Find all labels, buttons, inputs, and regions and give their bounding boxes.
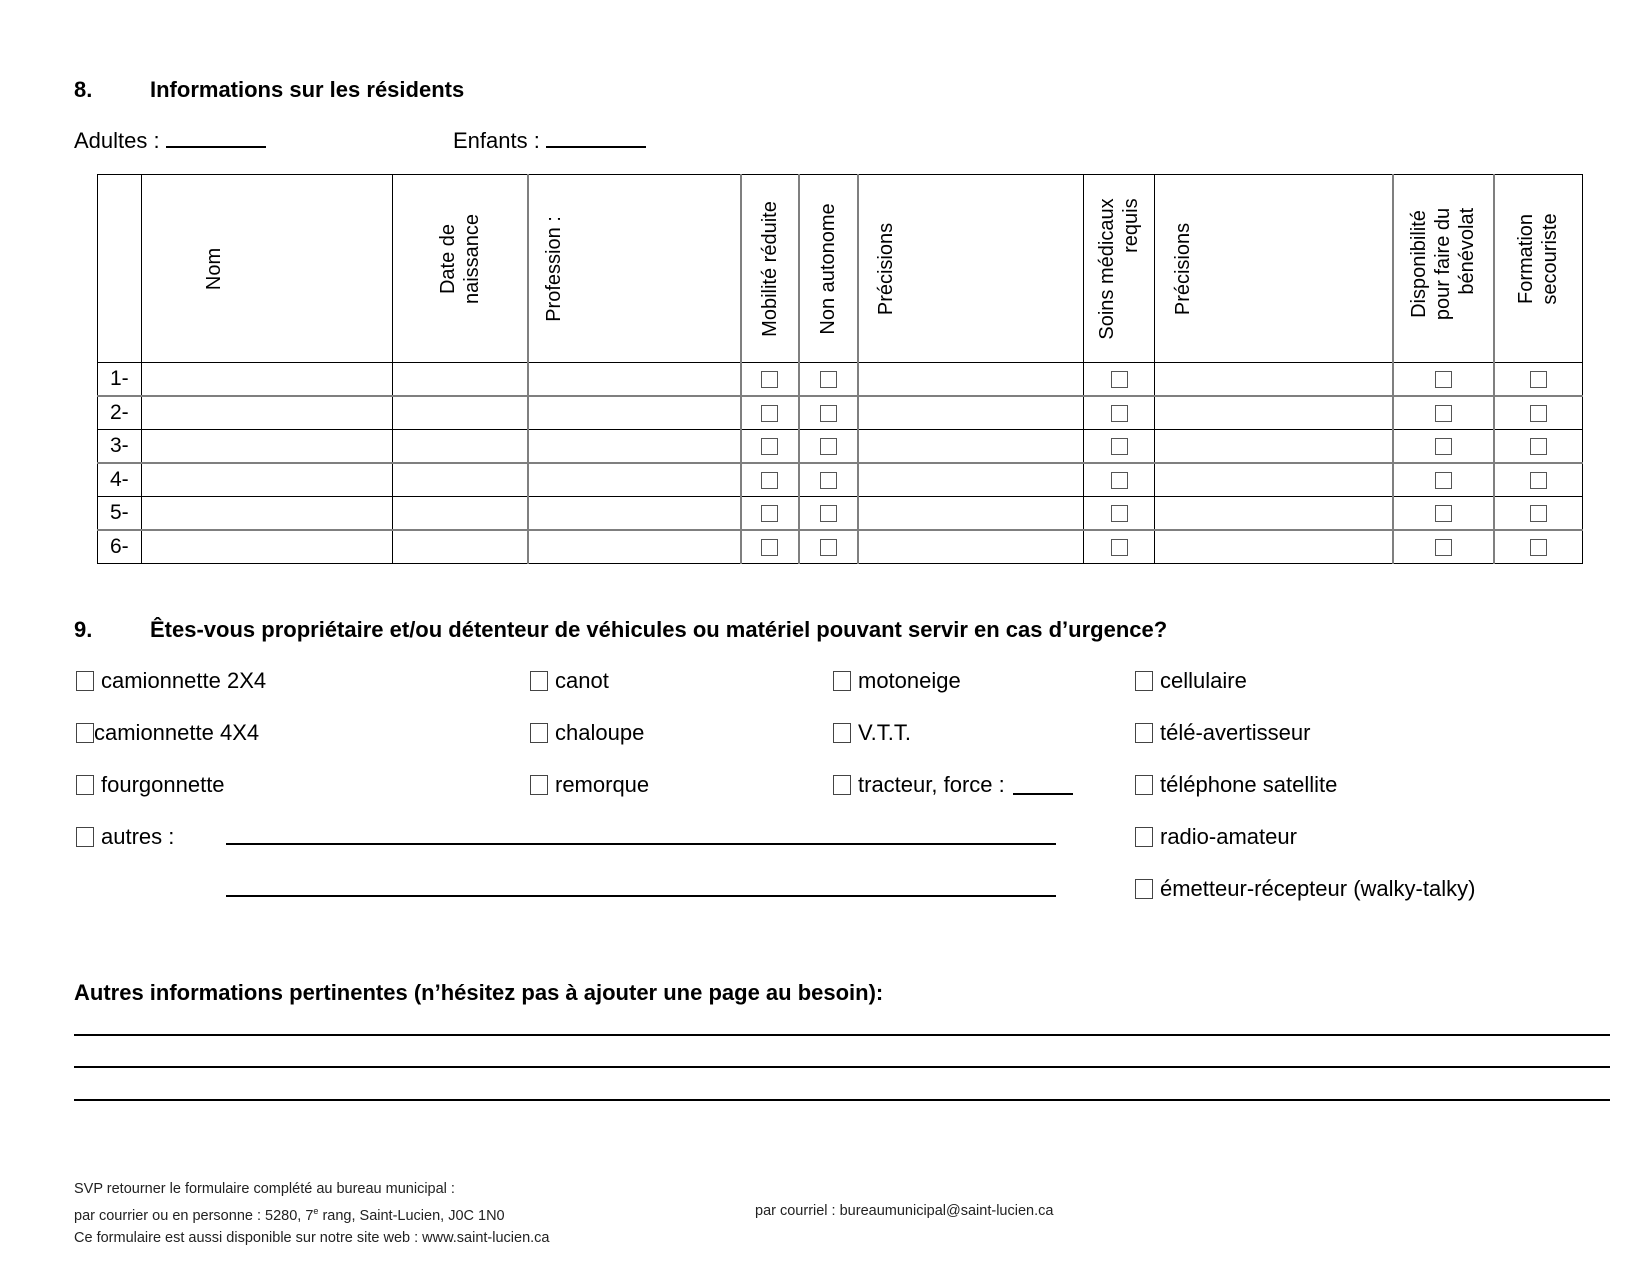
checkbox-secouriste[interactable] (1530, 472, 1547, 489)
footer-line-2: par courrier ou en personne : 5280, 7e rang, Saint-Lucien, J0C 1N0 (74, 1206, 505, 1224)
cell-precisions-1[interactable] (858, 363, 1084, 397)
children-label: Enfants : (453, 128, 540, 153)
cell-date-naissance[interactable] (393, 396, 528, 430)
cell-profession[interactable] (528, 396, 741, 430)
header-soins-medicaux: Soins médicaux requis (1084, 175, 1155, 363)
option-camionnette-4x4[interactable]: camionnette 4X4 (76, 720, 259, 746)
header-non-autonome: Non autonome (799, 175, 858, 363)
header-date-naissance: Date de naissance (393, 175, 528, 363)
checkbox-icon[interactable] (530, 723, 548, 743)
cell-nom[interactable] (142, 530, 393, 564)
checkbox-icon[interactable] (833, 775, 851, 795)
header-profession: Profession : (528, 175, 741, 363)
checkbox-icon[interactable] (1135, 827, 1153, 847)
checkbox-soins-medicaux[interactable] (1111, 539, 1128, 556)
checkbox-benevolat[interactable] (1435, 405, 1452, 422)
cell-profession[interactable] (528, 430, 741, 464)
table-header-row (98, 175, 1583, 363)
option-radio-amateur[interactable]: radio-amateur (1135, 824, 1297, 850)
row-index: 6- (98, 530, 142, 564)
checkbox-icon[interactable] (1135, 775, 1153, 795)
section-9-heading (74, 617, 1167, 643)
checkbox-soins-medicaux[interactable] (1111, 405, 1128, 422)
cell-precisions-1[interactable] (858, 430, 1084, 464)
header-precisions-2: Précisions (1155, 175, 1393, 363)
cell-nom[interactable] (142, 430, 393, 464)
cell-date-naissance[interactable] (393, 497, 528, 531)
section-number: 9. (74, 617, 93, 642)
checkbox-soins-medicaux[interactable] (1111, 472, 1128, 489)
option-fourgonnette[interactable]: fourgonnette (76, 772, 225, 798)
checkbox-mobilite-reduite[interactable] (761, 371, 778, 388)
checkbox-icon[interactable] (76, 775, 94, 795)
table-row (98, 463, 1583, 497)
tracteur-force-input[interactable] (1013, 775, 1073, 795)
other-info-line-3[interactable] (74, 1099, 1610, 1101)
checkbox-non-autonome[interactable] (820, 472, 837, 489)
checkbox-non-autonome[interactable] (820, 405, 837, 422)
checkbox-benevolat[interactable] (1435, 371, 1452, 388)
checkbox-mobilite-reduite[interactable] (761, 438, 778, 455)
option-emetteur-recepteur[interactable]: émetteur-récepteur (walky-talky) (1135, 876, 1475, 902)
cell-nom[interactable] (142, 463, 393, 497)
cell-date-naissance[interactable] (393, 363, 528, 397)
other-info-heading: Autres informations pertinentes (n’hésitez pas à ajouter une page au besoin): (74, 980, 884, 1005)
other-info-line-2[interactable] (74, 1066, 1610, 1068)
checkbox-icon[interactable] (1135, 671, 1153, 691)
cell-profession[interactable] (528, 363, 741, 397)
option-chaloupe[interactable]: chaloupe (530, 720, 644, 746)
row-index: 2- (98, 396, 142, 430)
checkbox-secouriste[interactable] (1530, 405, 1547, 422)
adults-field (74, 128, 266, 154)
cell-precisions-1[interactable] (858, 530, 1084, 564)
checkbox-benevolat[interactable] (1435, 438, 1452, 455)
cell-precisions-2[interactable] (1155, 530, 1393, 564)
cell-profession[interactable] (528, 463, 741, 497)
checkbox-mobilite-reduite[interactable] (761, 472, 778, 489)
cell-profession[interactable] (528, 497, 741, 531)
checkbox-non-autonome[interactable] (820, 438, 837, 455)
checkbox-mobilite-reduite[interactable] (761, 405, 778, 422)
autres-input-line-2[interactable] (226, 895, 1056, 897)
checkbox-secouriste[interactable] (1530, 371, 1547, 388)
table-row (98, 363, 1583, 397)
header-mobilite-reduite: Mobilité réduite (741, 175, 799, 363)
table-row (98, 430, 1583, 464)
option-tracteur[interactable]: tracteur, force : (833, 772, 1073, 798)
cell-date-naissance[interactable] (393, 530, 528, 564)
checkbox-non-autonome[interactable] (820, 539, 837, 556)
header-secouriste: Formation secouriste (1494, 175, 1583, 363)
row-index: 3- (98, 430, 142, 464)
option-camionnette-2x4[interactable]: camionnette 2X4 (76, 668, 266, 694)
section-title: Êtes-vous propriétaire et/ou détenteur de véhicules ou matériel pouvant servir en cas d’urgence? (150, 617, 1168, 642)
adults-label: Adultes : (74, 128, 160, 153)
cell-nom[interactable] (142, 497, 393, 531)
cell-precisions-1[interactable] (858, 463, 1084, 497)
checkbox-icon[interactable] (1135, 723, 1153, 743)
table-row (98, 530, 1583, 564)
footer-line-1: SVP retourner le formulaire complété au bureau municipal : (74, 1181, 455, 1197)
checkbox-mobilite-reduite[interactable] (761, 505, 778, 522)
row-index: 5- (98, 497, 142, 531)
section-title: Informations sur les résidents (150, 77, 465, 102)
checkbox-benevolat[interactable] (1435, 539, 1452, 556)
option-cellulaire[interactable]: cellulaire (1135, 668, 1247, 694)
cell-precisions-2[interactable] (1155, 363, 1393, 397)
checkbox-soins-medicaux[interactable] (1111, 505, 1128, 522)
checkbox-soins-medicaux[interactable] (1111, 438, 1128, 455)
option-tele-avertisseur[interactable]: télé-avertisseur (1135, 720, 1310, 746)
footer-line-3: Ce formulaire est aussi disponible sur notre site web : www.saint-lucien.ca (74, 1229, 550, 1246)
row-index: 4- (98, 463, 142, 497)
checkbox-non-autonome[interactable] (820, 371, 837, 388)
cell-precisions-2[interactable] (1155, 463, 1393, 497)
checkbox-icon[interactable] (530, 671, 548, 691)
option-motoneige[interactable]: motoneige (833, 668, 961, 694)
other-info-line-1[interactable] (74, 1034, 1610, 1036)
cell-precisions-2[interactable] (1155, 497, 1393, 531)
checkbox-icon[interactable] (76, 723, 94, 743)
option-autres[interactable]: autres : (76, 824, 174, 850)
checkbox-secouriste[interactable] (1530, 438, 1547, 455)
checkbox-secouriste[interactable] (1530, 505, 1547, 522)
checkbox-non-autonome[interactable] (820, 505, 837, 522)
checkbox-benevolat[interactable] (1435, 505, 1452, 522)
checkbox-secouriste[interactable] (1530, 539, 1547, 556)
checkbox-mobilite-reduite[interactable] (761, 539, 778, 556)
checkbox-benevolat[interactable] (1435, 472, 1452, 489)
footer-email: par courriel : bureaumunicipal@saint-lucien.ca (755, 1203, 1054, 1219)
footer-mail-info (74, 1178, 550, 1249)
option-canot[interactable]: canot (530, 668, 609, 694)
cell-precisions-2[interactable] (1155, 430, 1393, 464)
checkbox-icon[interactable] (76, 827, 94, 847)
checkbox-icon[interactable] (833, 723, 851, 743)
checkbox-icon[interactable] (1135, 879, 1153, 899)
cell-date-naissance[interactable] (393, 430, 528, 464)
checkbox-icon[interactable] (530, 775, 548, 795)
checkbox-icon[interactable] (833, 671, 851, 691)
cell-nom[interactable] (142, 363, 393, 397)
option-telephone-satellite[interactable]: téléphone satellite (1135, 772, 1337, 798)
header-index (98, 175, 142, 363)
residents-table (97, 174, 1583, 564)
cell-date-naissance[interactable] (393, 463, 528, 497)
cell-precisions-2[interactable] (1155, 396, 1393, 430)
header-precisions-1: Précisions (858, 175, 1084, 363)
section-8-heading (74, 77, 464, 103)
adults-input[interactable] (166, 128, 266, 148)
autres-input-line-1[interactable] (226, 843, 1056, 845)
option-remorque[interactable]: remorque (530, 772, 649, 798)
row-index: 1- (98, 363, 142, 397)
header-benevolat: Disponibilité pour faire du bénévolat (1393, 175, 1494, 363)
cell-precisions-1[interactable] (858, 497, 1084, 531)
table-row (98, 497, 1583, 531)
checkbox-icon[interactable] (76, 671, 94, 691)
cell-precisions-1[interactable] (858, 396, 1084, 430)
header-nom: Nom (142, 175, 393, 363)
children-field (453, 128, 646, 154)
table-row (98, 396, 1583, 430)
cell-profession[interactable] (528, 530, 741, 564)
option-vtt[interactable]: V.T.T. (833, 720, 911, 746)
children-input[interactable] (546, 128, 646, 148)
checkbox-soins-medicaux[interactable] (1111, 371, 1128, 388)
cell-nom[interactable] (142, 396, 393, 430)
section-number: 8. (74, 77, 93, 102)
